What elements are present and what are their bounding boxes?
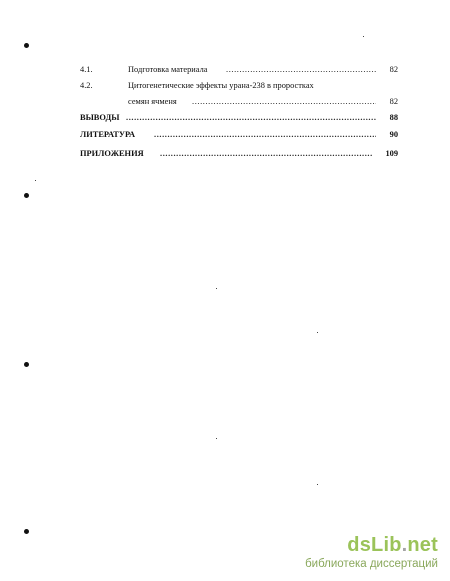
toc-entry-title: Подготовка материала: [128, 65, 208, 74]
toc-leader-dots: [160, 148, 372, 160]
dslib-logo: [347, 534, 438, 557]
toc-leader-dots: [192, 96, 376, 108]
toc-entry-title: ЛИТЕРАТУРА: [80, 130, 136, 139]
scan-speck: [317, 332, 318, 333]
toc-entry-page: 82: [389, 65, 398, 74]
toc-entry: [80, 129, 398, 141]
toc-leader-dots: [126, 112, 376, 124]
toc-entry-page: 82: [389, 97, 398, 106]
toc-entry-title-continued: семян ячменя: [128, 97, 177, 106]
toc-entry: [80, 80, 398, 92]
margin-bullet: [24, 529, 29, 534]
scan-speck: [35, 180, 36, 181]
dslib-watermark: [273, 534, 438, 574]
toc-entry: [80, 148, 398, 160]
margin-bullet: [24, 193, 29, 198]
toc-entry-title: ПРИЛОЖЕНИЯ: [80, 149, 144, 158]
logo-ds: dsLib: [347, 534, 402, 556]
margin-bullet: [24, 43, 29, 48]
toc-entry-title: ВЫВОДЫ: [80, 113, 120, 122]
toc-entry-page: 109: [385, 149, 398, 158]
margin-bullet: [24, 362, 29, 367]
scan-speck: [363, 36, 364, 37]
watermark-subtitle: библиотека диссертаций: [305, 558, 438, 570]
toc-entry-page: 88: [389, 113, 398, 122]
toc-leader-dots: [226, 64, 376, 76]
toc-entry-number: 4.2.: [80, 81, 93, 90]
toc-entry-number: 4.1.: [80, 65, 93, 74]
toc-entry-title: Цитогенетические эффекты урана-238 в проростках: [128, 81, 314, 90]
logo-dot: .: [401, 534, 408, 556]
logo-net: net: [407, 534, 438, 556]
toc-entry-page: 90: [389, 130, 398, 139]
scan-speck: [216, 288, 217, 289]
toc-entry: [80, 64, 398, 76]
toc-leader-dots: [154, 129, 376, 141]
toc-entry-continued: [80, 96, 398, 108]
scan-speck: [317, 484, 318, 485]
scan-speck: [216, 438, 217, 439]
toc-entry: [80, 112, 398, 124]
